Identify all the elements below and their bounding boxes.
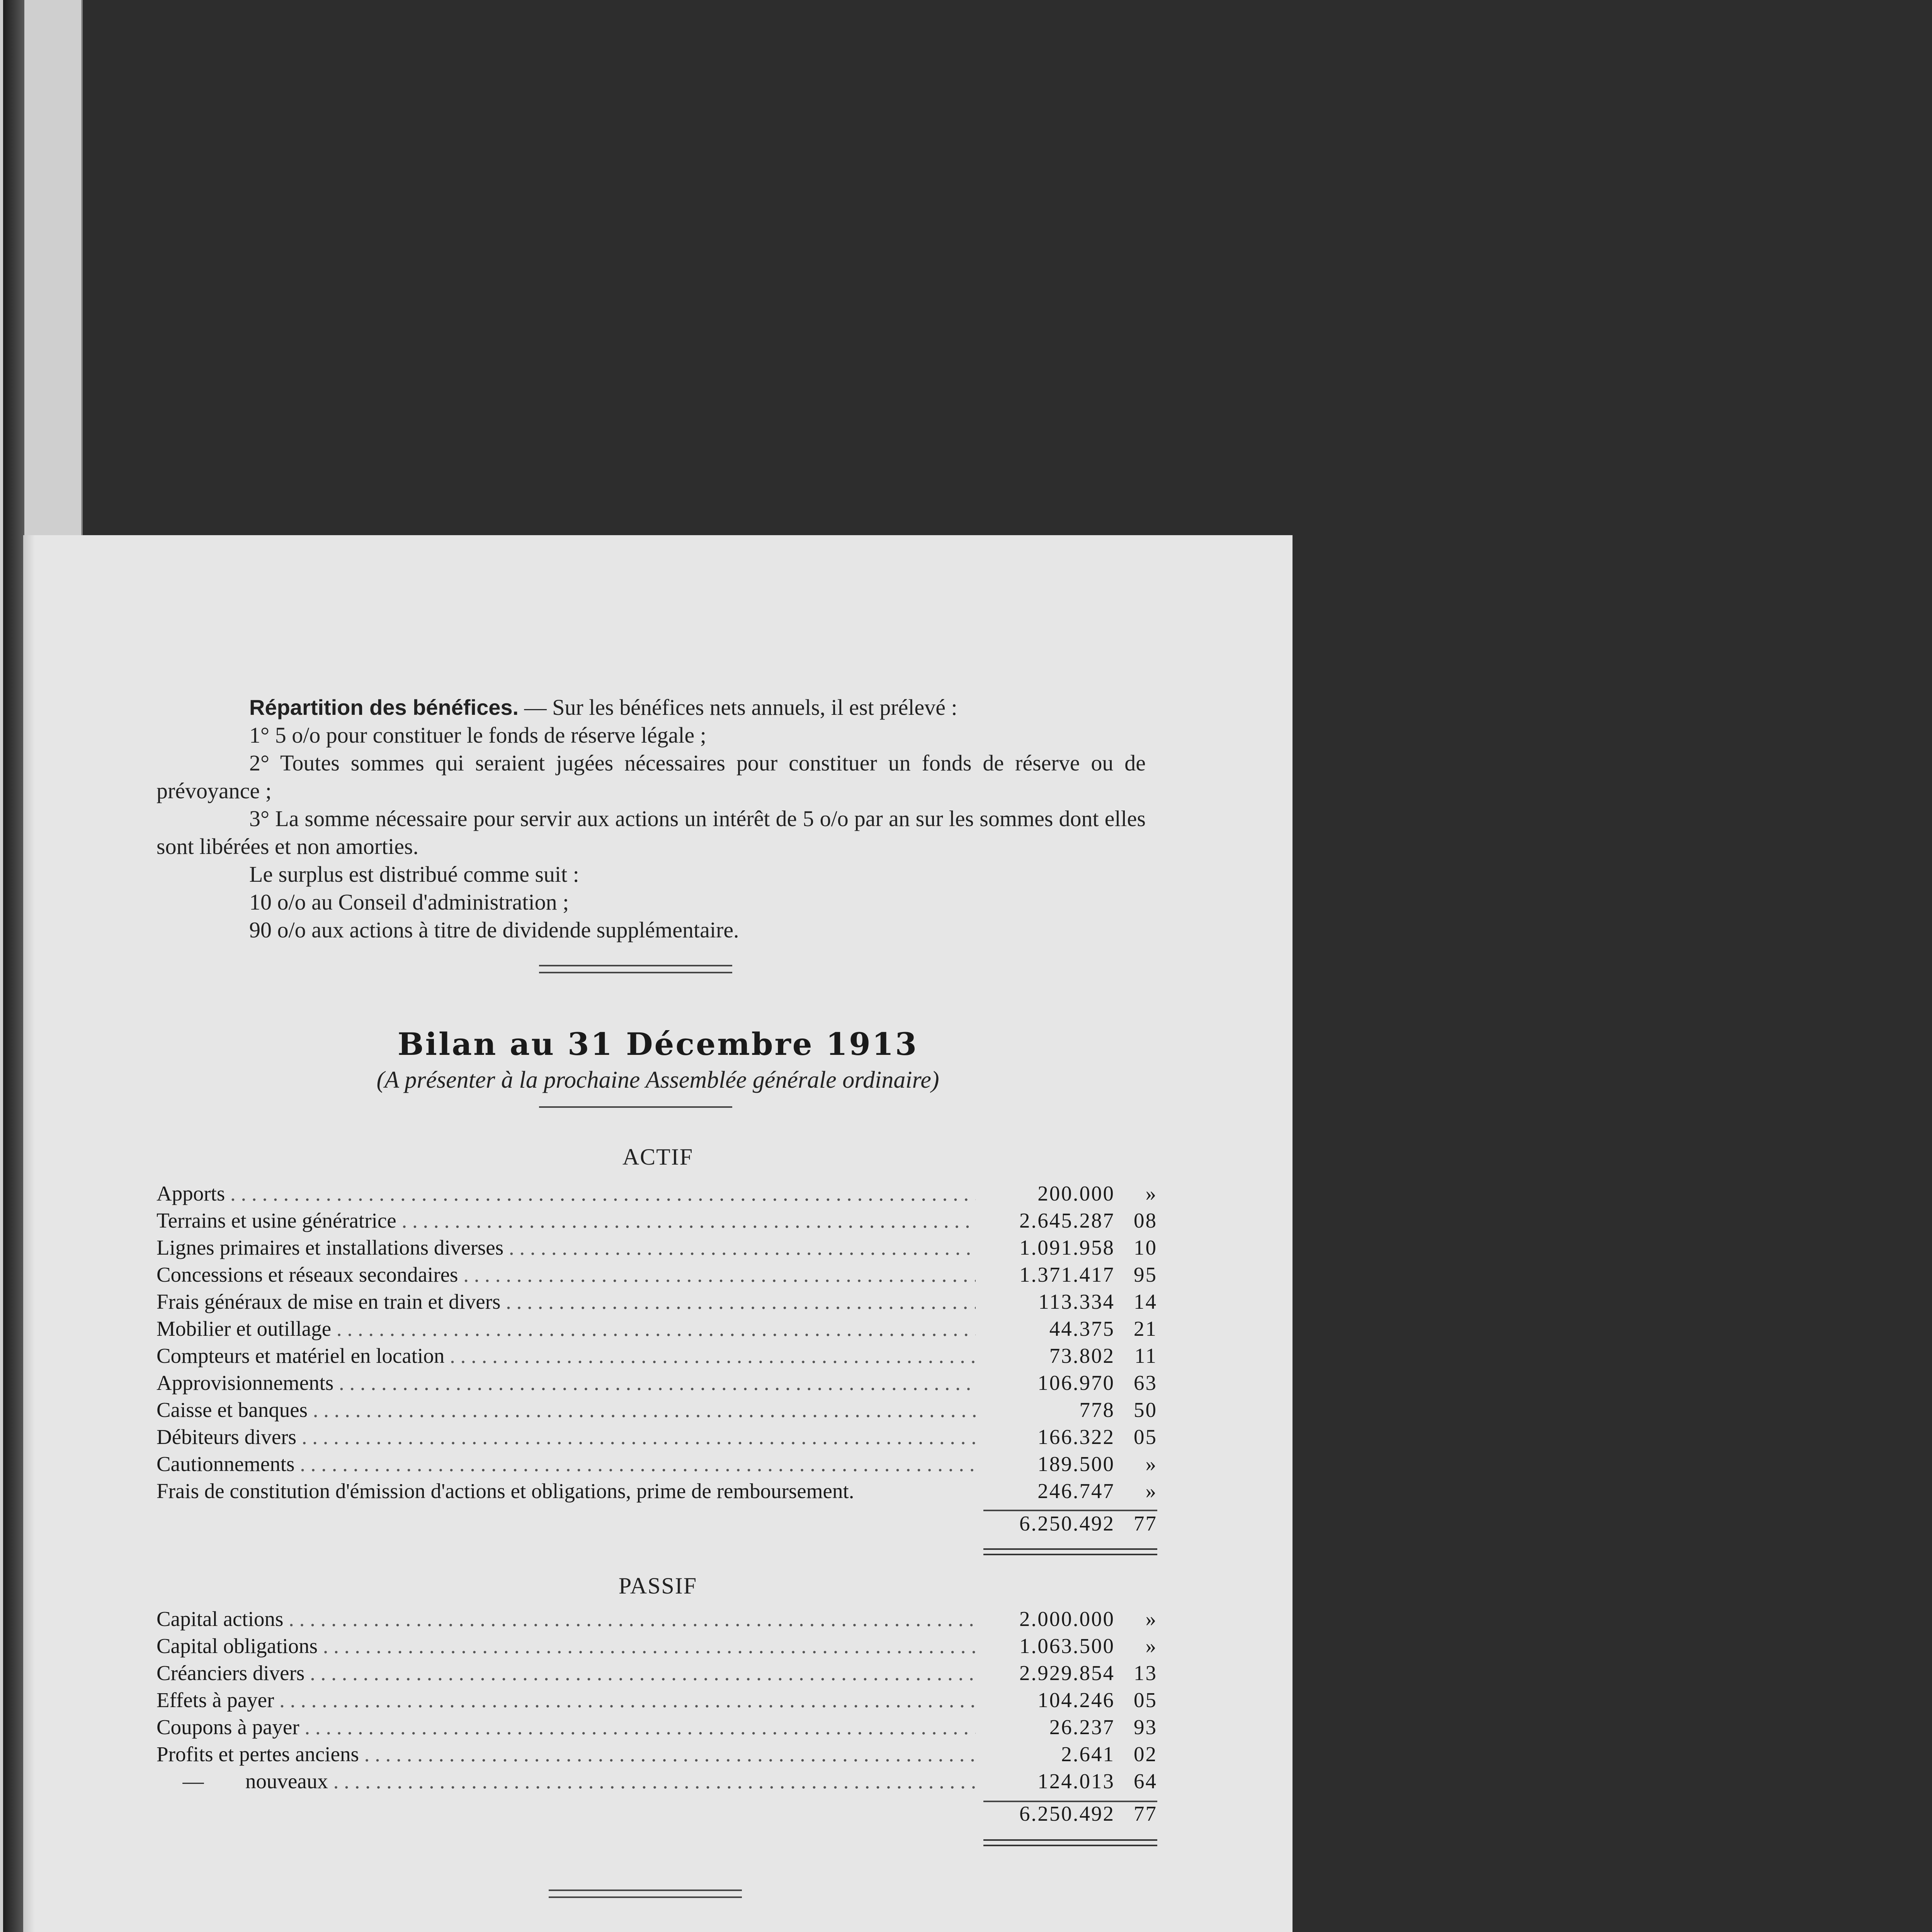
passif-total-rule xyxy=(983,1839,1157,1846)
total-cents: 77 xyxy=(1134,1512,1157,1535)
table-row xyxy=(156,1235,1157,1262)
row-label-text: nouveaux xyxy=(245,1769,328,1793)
row-cents: » xyxy=(1145,1634,1157,1658)
table-row xyxy=(156,1769,1157,1796)
row-label: Compteurs et matériel en location . . . xyxy=(156,1344,976,1368)
row-cents: 05 xyxy=(1134,1688,1157,1712)
row-amount: 1.063.500 xyxy=(1019,1634,1115,1658)
bilan-subtitle: (A présenter à la prochaine Assemblée générale ordinaire) xyxy=(376,1067,939,1093)
row-label: Capital actions . . . xyxy=(156,1607,976,1631)
total-amount: 6.250.492 xyxy=(1019,1802,1115,1825)
row-amount: 26.237 xyxy=(1049,1715,1115,1739)
row-cents: 14 xyxy=(1134,1290,1157,1313)
table-row xyxy=(156,1289,1157,1316)
row-amount: 106.970 xyxy=(1037,1371,1115,1395)
row-amount: 2.000.000 xyxy=(1019,1607,1115,1631)
page-shadow xyxy=(23,535,35,1932)
row-label: Approvisionnements . . . xyxy=(156,1371,976,1395)
table-row xyxy=(156,1634,1157,1661)
row-cents: » xyxy=(1145,1479,1157,1503)
row-amount: 73.802 xyxy=(1049,1344,1115,1367)
row-label: Créanciers divers . . . xyxy=(156,1661,976,1685)
row-label: Capital obligations . . . xyxy=(156,1634,976,1658)
total-cents: 77 xyxy=(1134,1802,1157,1825)
table-row xyxy=(156,1607,1157,1634)
row-label: Terrains et usine génératrice . . . xyxy=(156,1208,976,1233)
repartition-item-3: 3° La somme nécessaire pour servir aux actions un intérêt de 5 o/o par an sur les sommes dont elles sont libérées et non amorties. xyxy=(156,806,1146,859)
binding-edge xyxy=(3,0,24,1932)
actif-subtotal-rule xyxy=(983,1510,1157,1511)
table-row xyxy=(156,1661,1157,1688)
row-cents: 11 xyxy=(1134,1344,1157,1367)
table-row xyxy=(156,1742,1157,1769)
row-amount: 200.000 xyxy=(1037,1182,1115,1205)
row-amount: 189.500 xyxy=(1037,1452,1115,1476)
row-label: Concessions et réseaux secondaires . . . xyxy=(156,1262,976,1287)
table-row xyxy=(156,1452,1157,1479)
repartition-intro: — Sur les bénéfices nets annuels, il est prélevé : xyxy=(519,695,957,720)
total-amount: 6.250.492 xyxy=(1019,1512,1115,1535)
table-row xyxy=(156,1715,1157,1742)
row-label: Lignes primaires et installations diverses . . . xyxy=(156,1235,976,1260)
row-cents: 10 xyxy=(1134,1236,1157,1259)
row-cents: » xyxy=(1145,1182,1157,1205)
row-cents: 02 xyxy=(1134,1742,1157,1766)
table-row xyxy=(156,1262,1157,1289)
passif-subtotal-rule xyxy=(983,1801,1157,1802)
row-cents: 13 xyxy=(1134,1661,1157,1685)
row-amount: 104.246 xyxy=(1037,1688,1115,1712)
row-amount: 1.091.958 xyxy=(1019,1236,1115,1259)
actif-table xyxy=(156,1181,1157,1538)
table-row xyxy=(156,1344,1157,1371)
repartition-item-1: 1° 5 o/o pour constituer le fonds de réserve légale ; xyxy=(249,723,706,748)
row-label: Frais de constitution d'émission d'actions et obligations, prime de remboursement. xyxy=(156,1479,854,1503)
row-label: Apports . . . xyxy=(156,1181,976,1206)
repartition-section xyxy=(156,694,1146,944)
row-amount: 1.371.417 xyxy=(1019,1263,1115,1286)
row-cents: 05 xyxy=(1134,1425,1157,1449)
repartition-surplus: Le surplus est distribué comme suit : xyxy=(249,862,579,887)
row-amount: 2.929.854 xyxy=(1019,1661,1115,1685)
closing-divider xyxy=(549,1889,742,1898)
row-cents: 50 xyxy=(1134,1398,1157,1422)
table-row xyxy=(156,1208,1157,1235)
row-cents: » xyxy=(1145,1452,1157,1476)
table-row xyxy=(156,1316,1157,1344)
ditto-dash: — xyxy=(182,1769,204,1793)
row-cents: 93 xyxy=(1134,1715,1157,1739)
subtitle-rule xyxy=(539,1106,732,1108)
row-amount: 113.334 xyxy=(1038,1290,1115,1313)
repartition-share-1: 10 o/o au Conseil d'administration ; xyxy=(249,889,569,915)
table-row xyxy=(156,1181,1157,1208)
bilan-title: Bilan au 31 Décembre 1913 xyxy=(397,1026,918,1062)
repartition-share-2: 90 o/o aux actions à titre de dividende supplémentaire. xyxy=(249,917,739,942)
document-page xyxy=(23,535,1293,1932)
row-cents: 21 xyxy=(1134,1317,1157,1340)
row-cents: 64 xyxy=(1134,1769,1157,1793)
row-cents: » xyxy=(1145,1607,1157,1631)
row-label: Mobilier et outillage . . . xyxy=(156,1316,976,1341)
row-amount: 246.747 xyxy=(1037,1479,1115,1503)
table-row xyxy=(156,1371,1157,1398)
actif-heading: ACTIF xyxy=(622,1144,694,1170)
row-amount: 44.375 xyxy=(1049,1317,1115,1340)
table-row xyxy=(156,1425,1157,1452)
repartition-item-2: 2° Toutes sommes qui seraient jugées nécessaires pour constituer un fonds de réserve ou de prévoyance ; xyxy=(156,750,1146,803)
table-row xyxy=(156,1479,1157,1506)
row-label: Cautionnements . . . xyxy=(156,1452,976,1476)
total-row xyxy=(156,1801,1157,1828)
row-label: Frais généraux de mise en train et divers . . . xyxy=(156,1289,976,1314)
row-label-nouveaux xyxy=(156,1769,976,1793)
row-label: Coupons à payer . . . xyxy=(156,1715,976,1739)
row-label: Débiteurs divers . . . xyxy=(156,1425,976,1449)
repartition-line-1 xyxy=(156,694,1146,721)
passif-table xyxy=(156,1607,1157,1828)
row-amount: 2.641 xyxy=(1061,1742,1115,1766)
row-label: Profits et pertes anciens . . . xyxy=(156,1742,976,1766)
repartition-title: Répartition des bénéfices. xyxy=(249,695,519,719)
row-amount: 124.013 xyxy=(1037,1769,1115,1793)
row-cents: 63 xyxy=(1134,1371,1157,1395)
row-amount: 166.322 xyxy=(1037,1425,1115,1449)
table-row xyxy=(156,1688,1157,1715)
section-divider xyxy=(539,965,732,973)
row-cents: 95 xyxy=(1134,1263,1157,1286)
row-label: Effets à payer . . . xyxy=(156,1688,976,1712)
row-amount: 778 xyxy=(1079,1398,1115,1422)
passif-heading: PASSIF xyxy=(618,1573,697,1599)
row-cents: 08 xyxy=(1134,1209,1157,1232)
actif-total-rule xyxy=(983,1548,1157,1555)
table-row xyxy=(156,1398,1157,1425)
row-amount: 2.645.287 xyxy=(1019,1209,1115,1232)
row-label: Caisse et banques . . . xyxy=(156,1398,976,1422)
total-row xyxy=(156,1511,1157,1538)
